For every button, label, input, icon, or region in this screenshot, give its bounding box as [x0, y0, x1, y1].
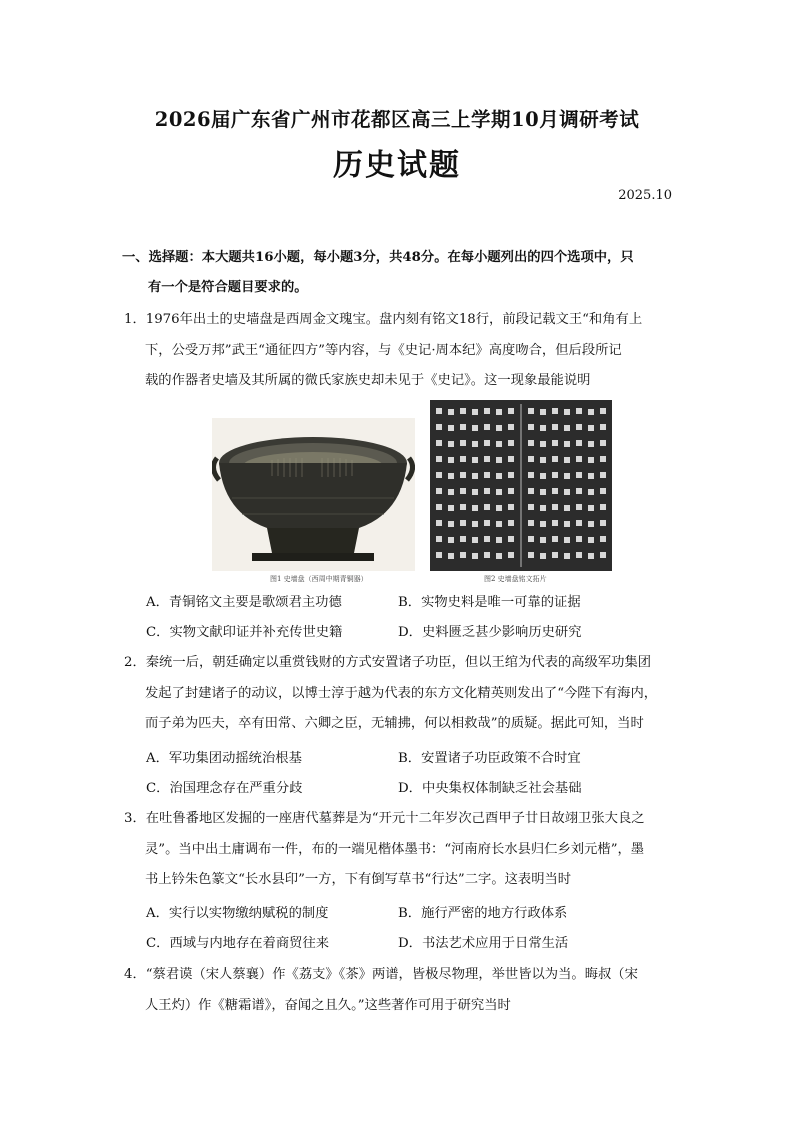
question-1-option-d: D．史料匮乏甚少影响历史研究	[398, 625, 582, 640]
question-2-option-d: D．中央集权体制缺乏社会基础	[398, 781, 582, 796]
question-3-stem	[124, 804, 679, 896]
question-3-line-2: 灵”。当中出土庸调布一件，布的一端见楷体墨书：“河南府长水县归仁乡刘元楷”，墨	[145, 841, 645, 857]
section-heading	[124, 243, 679, 303]
question-3-line-3: 书上钤朱色篆文“长水县印”一方，下有倒写草书“行达”二字。这表明当时	[145, 872, 572, 887]
question-1-figures	[212, 400, 612, 590]
question-2-line-3: 而子弟为匹夫，卒有田常、六卿之臣，无辅拂，何以相救哉”的质疑。据此可知，当时	[145, 716, 644, 731]
question-3-line-1: 3．在吐鲁番地区发掘的一座唐代墓葬是为“开元十二年岁次己酉甲子廿日故翊卫张大良之	[124, 811, 645, 826]
question-1-option-c: C．实物文献印证并补充传世史籍	[146, 625, 343, 640]
question-2-stem	[124, 648, 679, 740]
question-3-option-b: B．施行严密的地方行政体系	[398, 906, 568, 921]
question-3-option-a: A．实行以实物缴纳赋税的制度	[146, 906, 329, 921]
exam-title: 2026届广东省广州市花都区高三上学期10月调研考试	[154, 108, 640, 131]
question-2-line-2: 发起了封建诸子的动议，以博士淳于越为代表的东方文化精英则发出了“今陛下有海内，	[145, 685, 658, 701]
question-2-option-a: A．军功集团动摇统治根基	[146, 751, 302, 766]
question-1-line-1: 1．1976年出土的史墙盘是西周金文瑰宝。盘内刻有铭文18行，前段记载文王“和角有上	[124, 312, 643, 327]
question-1-option-b: B．实物史料是唯一可靠的证据	[398, 595, 581, 610]
section-line-1: 一、选择题：本大题共16小题，每小题3分，共48分。在每小题列出的四个选项中，只	[122, 250, 634, 265]
question-3-option-c: C．西域与内地存在着商贸往来	[146, 936, 330, 951]
question-1-line-3: 载的作器者史墙及其所属的微氏家族史却未见于《史记》。这一现象最能说明	[145, 373, 591, 388]
question-4-line-2: 人王灼）作《糖霜谱》，奋闻之且久。”这些著作可用于研究当时	[145, 997, 511, 1013]
section-line-2: 有一个是符合题目要求的。	[148, 280, 308, 295]
question-3-option-d: D．书法艺术应用于日常生活	[398, 936, 569, 951]
bronze-basin-photo	[212, 418, 415, 571]
question-1-stem	[124, 305, 679, 397]
question-2-line-1: 2．秦统一后，朝廷确定以重赏钱财的方式安置诸子功臣，但以王绾为代表的高级军功集团	[124, 655, 652, 670]
subject-title: 历史试题	[333, 148, 461, 183]
exam-date: 2025.10	[618, 188, 672, 203]
question-1-line-2: 下，公受万邦”武王“通征四方”等内容，与《史记·周本纪》高度吻合，但后段所记	[145, 342, 622, 358]
figure-1-caption: 图1 史墙盘（西周中期青铜器）	[270, 575, 368, 583]
question-2-option-c: C．治国理念存在严重分歧	[146, 781, 303, 796]
question-2-option-b: B．安置诸子功臣政策不合时宜	[398, 751, 581, 766]
figure-2-caption: 图2 史墙盘铭文拓片	[484, 575, 547, 583]
question-1-option-a: A．青铜铭文主要是歌颂君主功德	[146, 595, 342, 610]
question-4-line-1: 4．“蔡君谟（宋人蔡襄）作《荔支》《茶》两谱，皆极尽物理，举世皆以为当。晦叔（宋	[124, 967, 638, 982]
question-4-stem	[124, 960, 679, 1021]
inscription-rubbing-image	[430, 400, 612, 571]
